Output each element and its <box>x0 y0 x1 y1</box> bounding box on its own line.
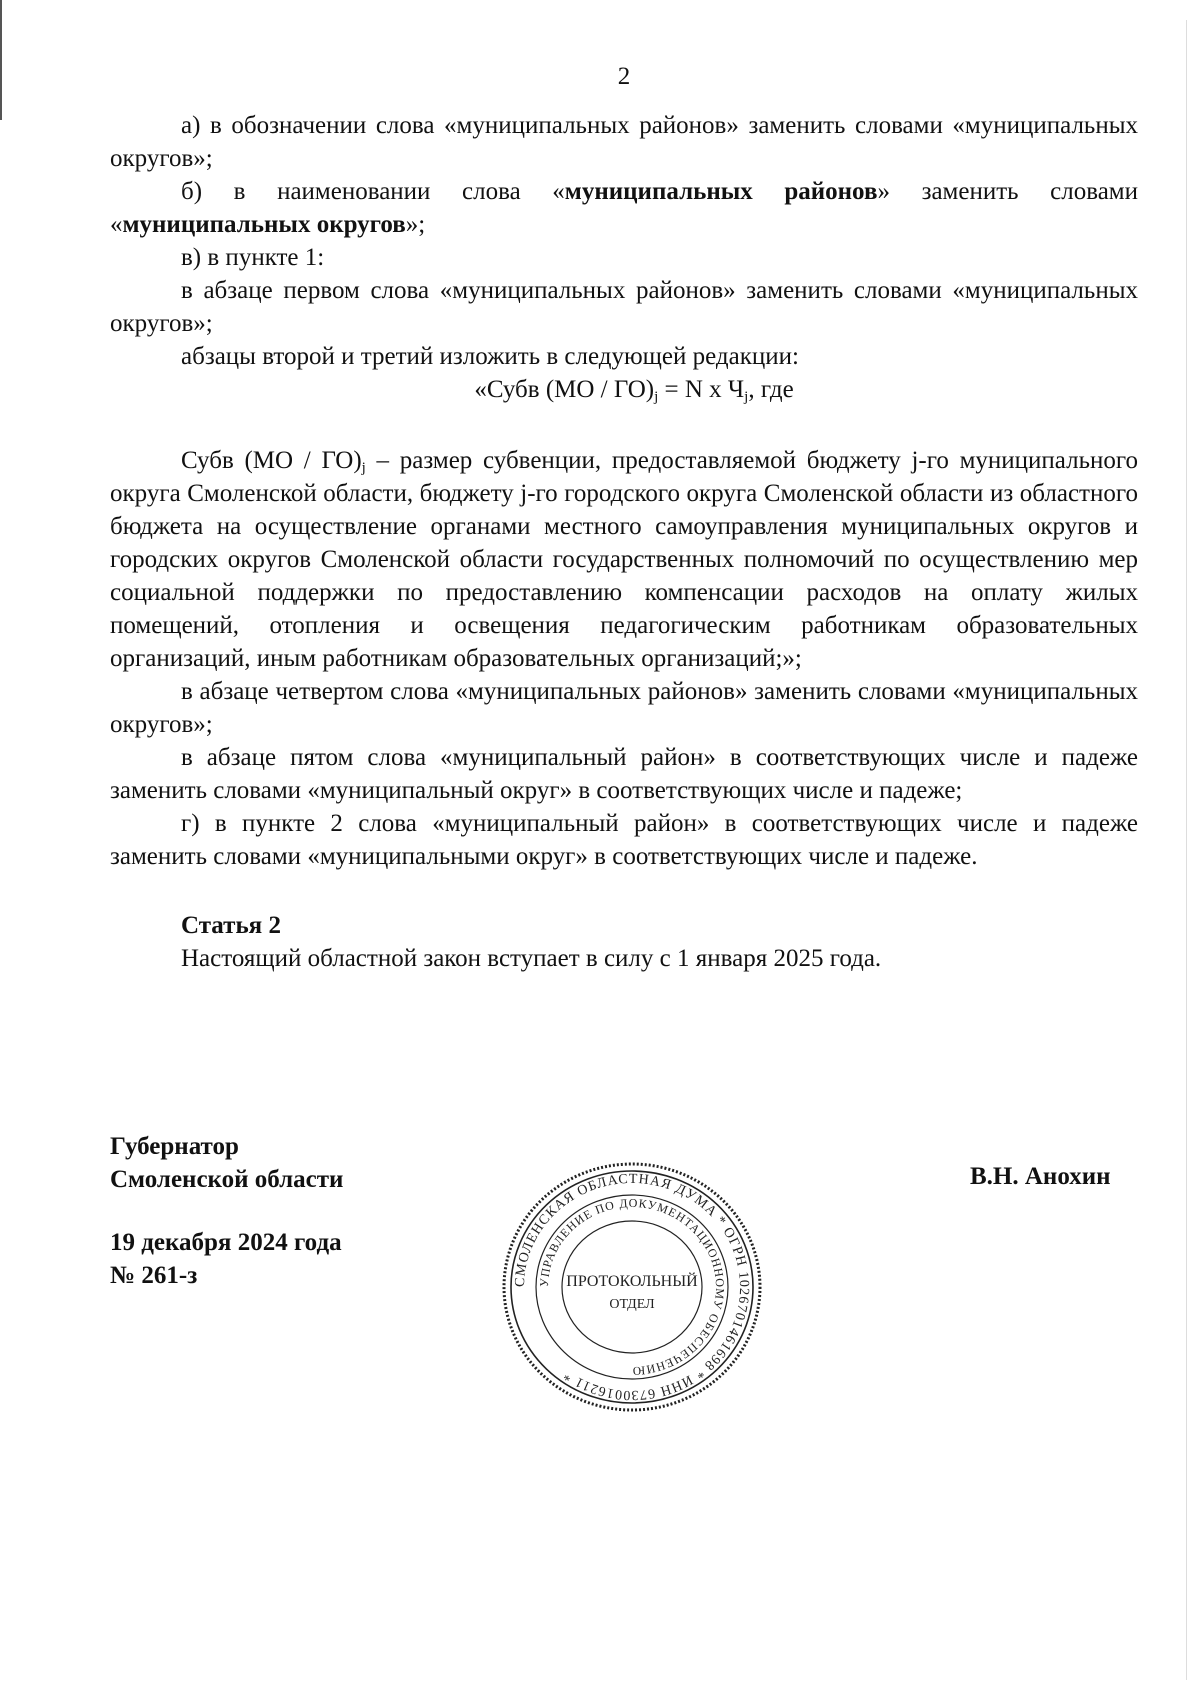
article-title: Статья 2 <box>181 912 281 939</box>
stamp-inner-ring-text: УПРАВЛЕНИЕ ПО ДОКУМЕНТАЦИОННОМУ ОБЕСПЕЧЕНИЮ <box>536 1195 728 1379</box>
stamp-center-line-2: ОТДЕЛ <box>609 1297 655 1312</box>
formula-part-c: , где <box>748 376 794 403</box>
definition-subscript: j <box>361 460 366 476</box>
paragraph-fourth-abzac: в абзаце четвертом слова «муниципальных районов» заменить словами «муниципальных округов»; <box>110 678 1138 738</box>
paragraph-b-suffix: »; <box>405 211 426 238</box>
article-2 <box>110 909 1138 975</box>
paragraph-fifth-abzac: в абзаце пятом слова «муниципальный район» в соответствующих числе и падеже заменить словами «муниципальный округ» в соответствующих числе и падеже; <box>110 744 1138 804</box>
signature-block <box>110 1130 343 1292</box>
page-number: 2 <box>617 63 631 90</box>
paragraph-b-prefix: б) в наименовании слова « <box>181 178 565 205</box>
signatory-position-line-2: Смоленской области <box>110 1166 344 1193</box>
paragraph-b <box>110 175 1138 241</box>
article-text: Настоящий областной закон вступает в силу с 1 января 2025 года. <box>181 945 882 972</box>
scan-edge-right <box>1186 20 1187 1680</box>
definition-text: – размер субвенции, предоставляемой бюджету j-го муниципального округа Смоленской области, бюджету j-го городского округа Смоленской области из областного бюджета на осуществление органами местного самоуправления муниципальных округов и городских округов Смоленской области государственных полномочий по осуществлению мер социальной поддержки по предоставлению компенсации расходов на оплату жилых помещений, отопления и освещения педагогическим работникам образовательных организаций, иным работникам образовательных организаций;»; <box>110 447 1138 672</box>
formula-part-a: «Субв (МО / ГО) <box>474 376 655 403</box>
paragraph-a: а) в обозначении слова «муниципальных районов» заменить словами «муниципальных округов»; <box>110 112 1138 172</box>
signing-date: 19 декабря 2024 года <box>110 1229 342 1256</box>
paragraph-b-bold-1: муниципальных районов <box>564 178 878 205</box>
signatory-position-line-1: Губернатор <box>110 1133 239 1160</box>
definition-term: Субв (МО / ГО) <box>181 447 362 474</box>
formula-definition <box>110 444 1138 675</box>
official-seal-stamp <box>500 1160 764 1414</box>
stamp-center-line-1: ПРОТОКОЛЬНЫЙ <box>566 1273 698 1290</box>
formula-part-b: = N x Ч <box>658 376 745 403</box>
stamp-outer-ring-text: СМОЛЕНСКАЯ ОБЛАСТНАЯ ДУМА * ОГРН 1026701461698 * ИНН 6730016211 * <box>512 1171 752 1403</box>
paragraph-b-bold-2: муниципальных округов <box>122 211 406 238</box>
paragraph-b-mid: » заменить словами « <box>110 178 1138 238</box>
paragraph-g: г) в пункте 2 слова «муниципальный район» в соответствующих числе и падеже заменить словами «муниципальными округ» в соответствующих числе и падеже. <box>110 810 1138 870</box>
paragraph-v: в) в пункте 1: <box>181 244 325 271</box>
signatory-name: В.Н. Анохин <box>970 1163 1111 1190</box>
document-page <box>110 60 1138 975</box>
law-number: № 261-з <box>110 1262 198 1289</box>
formula-subscript-1: j <box>654 389 659 405</box>
paragraph-first-abzac: в абзаце первом слова «муниципальных районов» заменить словами «муниципальных округов»; <box>110 277 1138 337</box>
paragraph-second-third: абзацы второй и третий изложить в следующей редакции: <box>181 343 799 370</box>
formula-subscript-2: j <box>744 389 749 405</box>
formula <box>110 373 1138 406</box>
scan-edge-left <box>0 0 2 120</box>
